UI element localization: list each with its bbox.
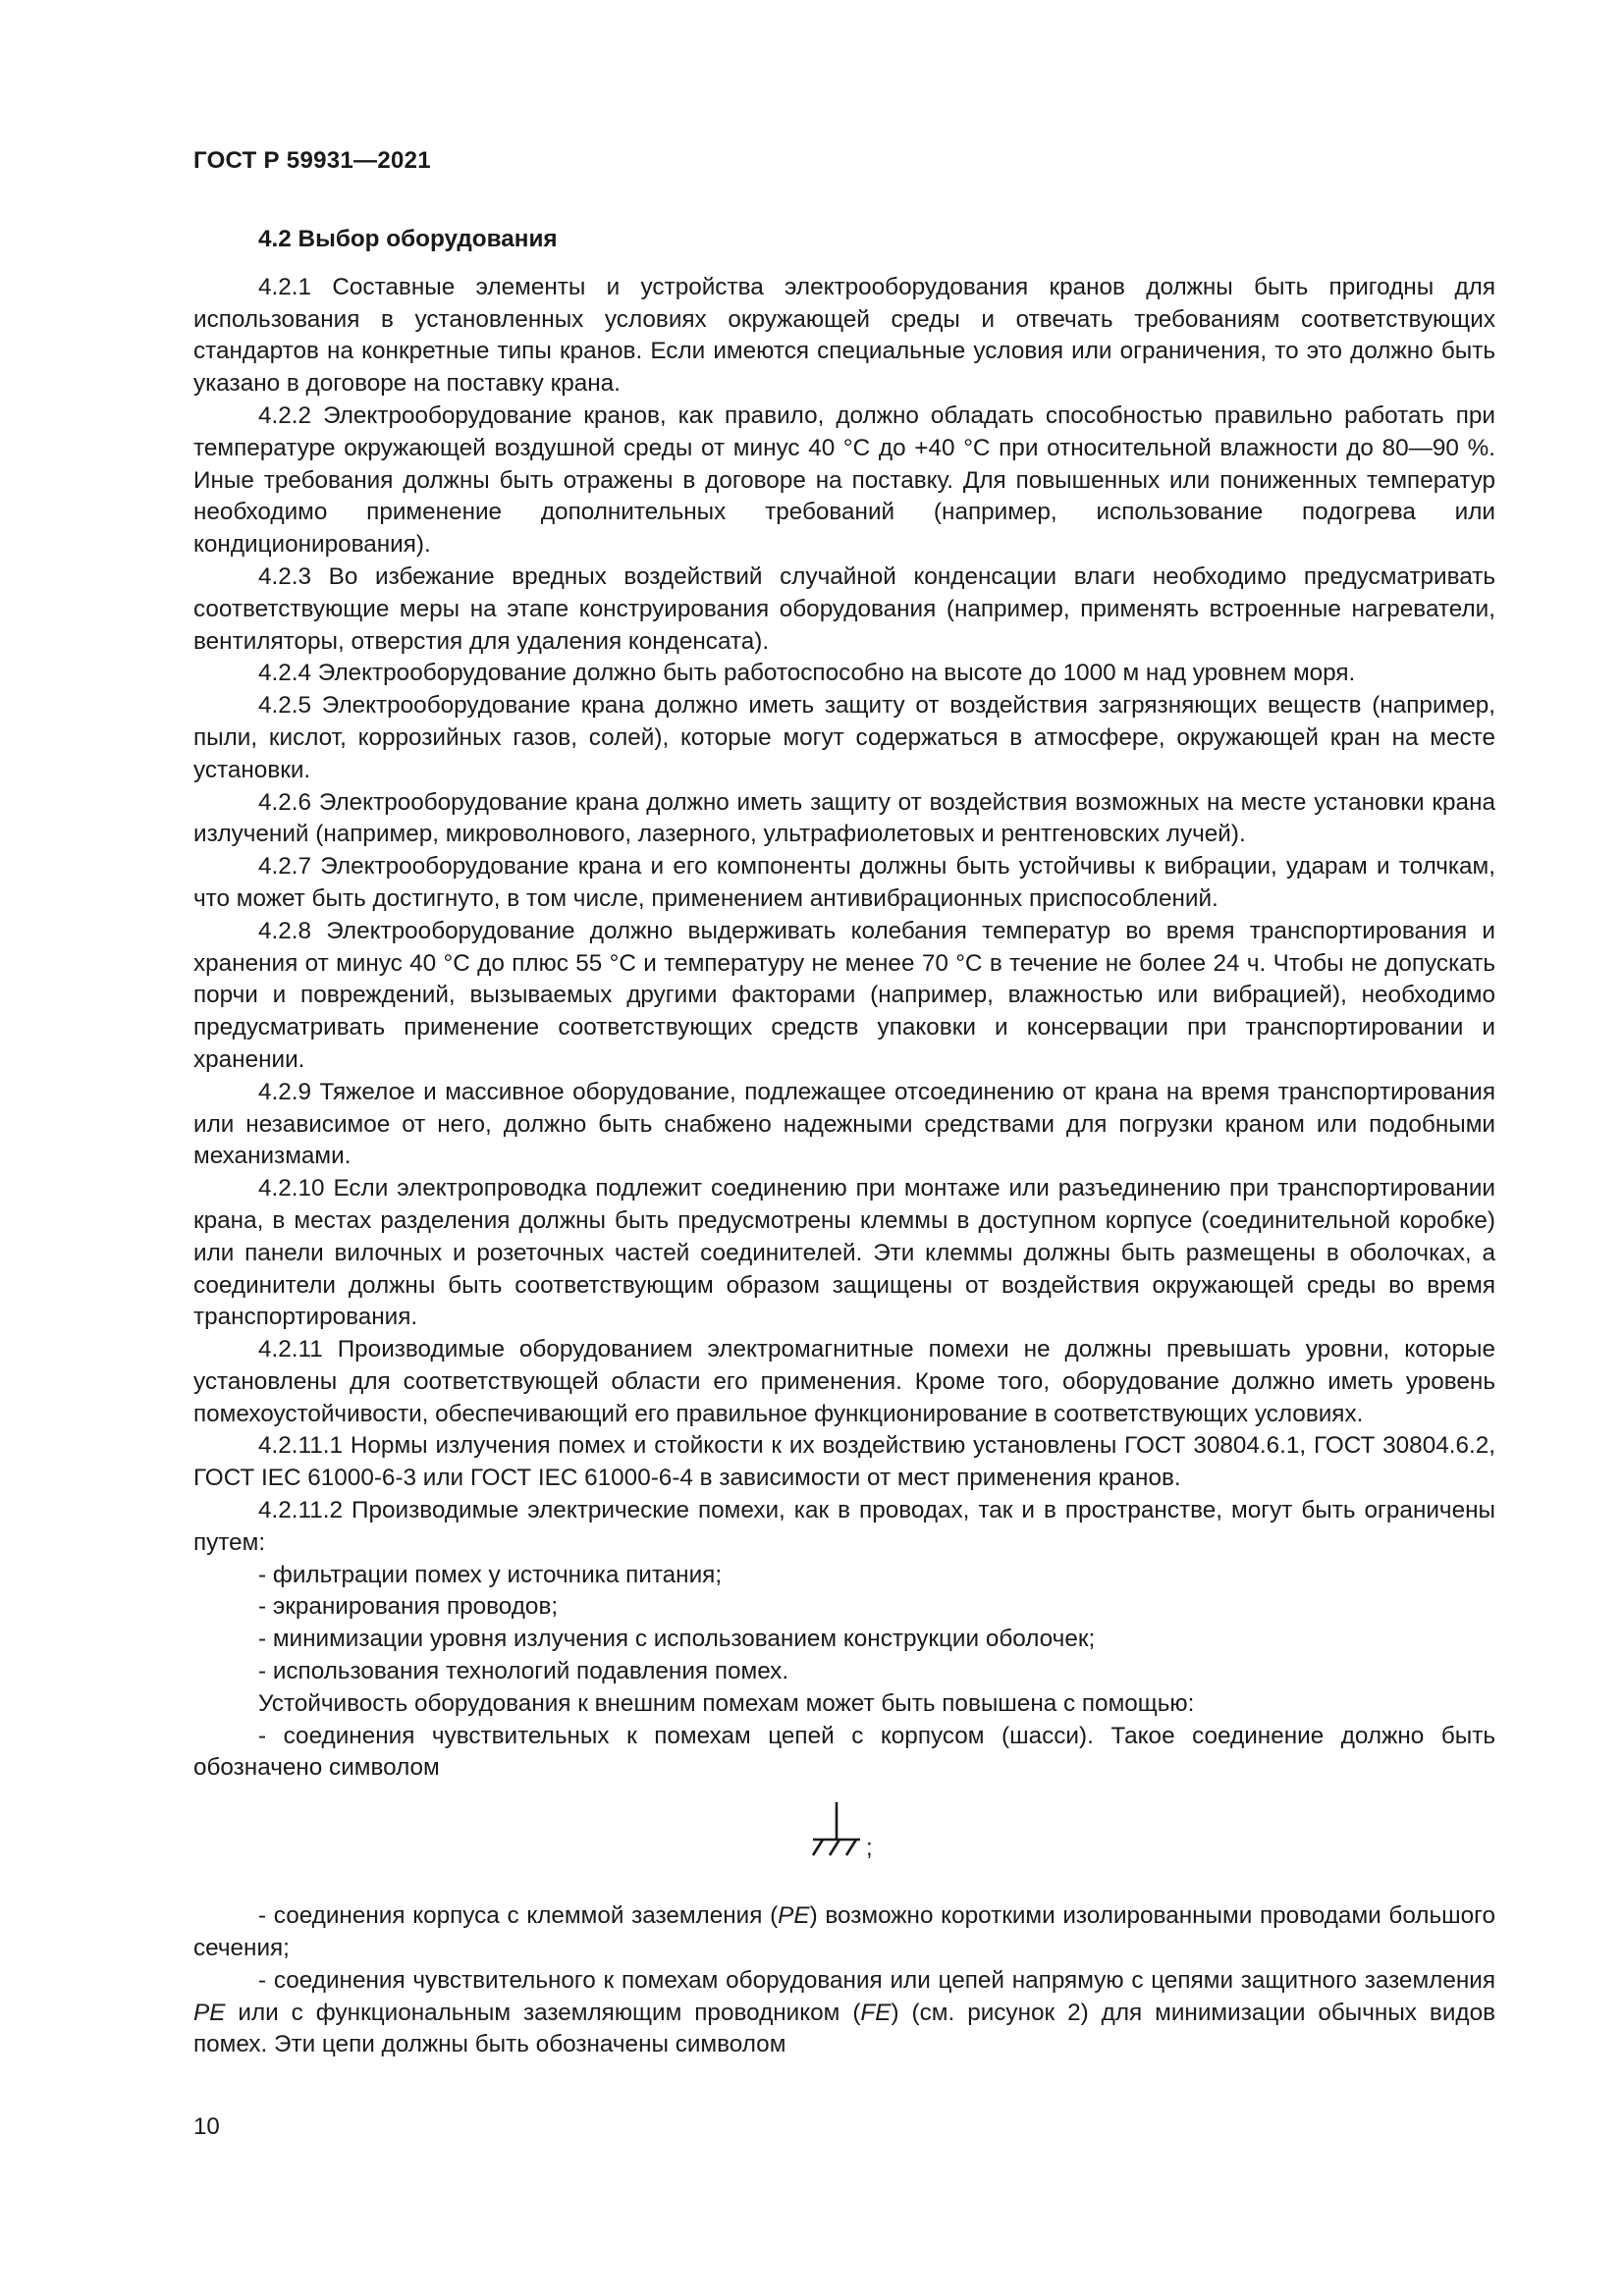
chassis-symbol-row: [193, 1785, 1495, 1900]
chassis-ground-symbol: [807, 1800, 886, 1865]
immunity-intro: Устойчивость оборудования к внешним помехам может быть повышена с помощью:: [258, 1689, 1195, 1717]
page-content: [193, 224, 1495, 2061]
list-item-filtering: - фильтрации помех у источника питания;: [258, 1561, 723, 1588]
list-item-suppression: - использования технологий подавления помех.: [258, 1658, 789, 1685]
paragraph-4-2-5: 4.2.5 Электрооборудование крана должно иметь защиту от воздействия загрязняющих веществ (например, пыли, кислот, коррозийных газов, солей), которые могут содержаться в атмосфере, окружающей кран на месте установки.: [193, 692, 1495, 783]
paragraph-4-2-4: 4.2.4 Электрооборудование должно быть работоспособно на высоте до 1000 м над уровнем моря.: [258, 660, 1356, 687]
immunity-item-2-text-a: - соединения корпуса с клеммой заземления (: [258, 1902, 779, 1930]
paragraph-4-2-6: 4.2.6 Электрооборудование крана должно иметь защиту от воздействия возможных на месте установки крана излучений (например, микроволнового, лазерного, ультрафиолетовых и рентгеновских лучей).: [193, 788, 1495, 848]
paragraph-4-2-8: 4.2.8 Электрооборудование должно выдерживать колебания температур во время транспортирования и хранения от минус 40 °С до плюс 55 °С и температуру не менее 70 °С в течение не более 24 ч. Чтобы не допускать порчи и повреждений, вызываемых другими факторами (например, влажностью или вибрацией), необходимо предусматривать применение соответствующих средств упаковки и консервации при транспортировании и хранении.: [193, 917, 1495, 1073]
paragraph-4-2-1: 4.2.1 Составные элементы и устройства электрооборудования кранов должны быть пригодны для использования в установленных условиях окружающей среды и отвечать требованиям соответствующих стандартов на конкретные типы кранов. Если имеются специальные условия или ограничения, то это должно быть указано в договоре на поставку крана.: [193, 273, 1495, 398]
fe-term: FE: [860, 1999, 892, 2026]
pe-term: PE: [193, 1999, 226, 2026]
paragraph-4-2-11: 4.2.11 Производимые оборудованием электромагнитные помехи не должны превышать уровни, которые установлены для соответствующей области его применения. Кроме того, оборудование должно иметь уровень помехоустойчивости, обеспечивающий его правильное функционирование в соответствующих условиях.: [193, 1336, 1495, 1427]
list-item-shielding: - экранирования проводов;: [258, 1593, 559, 1621]
immunity-item-chassis: - соединения чувствительных к помехам цепей с корпусом (шасси). Такое соединение должно быть обозначено символом: [193, 1722, 1495, 1782]
paragraph-4-2-2: 4.2.2 Электрооборудование кранов, как правило, должно обладать способностью правильно работать при температуре окружающей воздушной среды от минус 40 °С до +40 °С при относительной влажности до 80—90 %. Иные требования должны быть отражены в договоре на поставку. Для повышенных или пониженных температур необходимо применение дополнительных требований (например, использование подогрева или кондиционирования).: [193, 401, 1495, 559]
list-item-emission-minimization: - минимизации уровня излучения с использованием конструкции оболочек;: [258, 1626, 1096, 1653]
symbol-semicolon: ;: [866, 1835, 873, 1862]
immunity-item-pe-terminal: [193, 1900, 1495, 1965]
page-number: 10: [193, 2113, 220, 2140]
paragraph-4-2-10: 4.2.10 Если электропроводка подлежит соединению при монтаже или разъединению при транспортировании крана, в местах разделения должны быть предусмотрены клеммы в доступном корпусе (соединительной коробке) или панели вилочных и розеточных частей соединителей. Эти клеммы должны быть размещены в оболочках, а соединители должны быть соответствующим образом защищены от воздействия окружающей среды во время транспортирования.: [193, 1175, 1495, 1331]
paragraph-4-2-11-2: 4.2.11.2 Производимые электрические помехи, как в проводах, так и в пространстве, могут быть ограничены путем:: [193, 1497, 1495, 1556]
document-code-header: ГОСТ Р 59931—2021: [193, 147, 431, 174]
pe-term: PE: [778, 1902, 810, 1930]
paragraph-4-2-9: 4.2.9 Тяжелое и массивное оборудование, подлежащее отсоединению от крана на время транспортирования или независимое от него, должно быть снабжено надежными средствами для погрузки краном или подобными механизмами.: [193, 1078, 1495, 1170]
immunity-item-3-text-c: ) (см. рисунок 2) для минимизации обычных видов помех. Эти цепи должны быть обозначены символом: [193, 1999, 1495, 2058]
paragraph-4-2-11-1: 4.2.11.1 Нормы излучения помех и стойкости к их воздействию установлены ГОСТ 30804.6.1, ГОСТ 30804.6.2, ГОСТ IEC 61000-6-3 или ГОСТ IEC 61000-6-4 в зависимости от мест применения кранов.: [193, 1432, 1495, 1492]
immunity-item-protective-earth: [193, 1965, 1495, 2061]
immunity-item-3-text-b: или с функциональным заземляющим проводником (: [225, 1999, 861, 2026]
section-title: 4.2 Выбор оборудования: [258, 226, 558, 252]
paragraph-4-2-3: 4.2.3 Во избежание вредных воздействий случайной конденсации влаги необходимо предусматривать соответствующие меры на этапе конструирования оборудования (например, применять встроенные нагреватели, вентиляторы, отверстия для удаления конденсата).: [193, 562, 1495, 655]
paragraph-4-2-7: 4.2.7 Электрооборудование крана и его компоненты должны быть устойчивы к вибрации, ударам и толчкам, что может быть достигнуто, в том числе, применением антивибрационных приспособлений.: [193, 853, 1495, 912]
immunity-item-2-text-b: ) возможно короткими изолированными проводами большого сечения;: [193, 1902, 1495, 1962]
immunity-item-3-text-a: - соединения чувствительного к помехам оборудования или цепей напрямую с цепями защитного заземления: [258, 1966, 1495, 1994]
chassis-ground-icon: [807, 1800, 886, 1865]
